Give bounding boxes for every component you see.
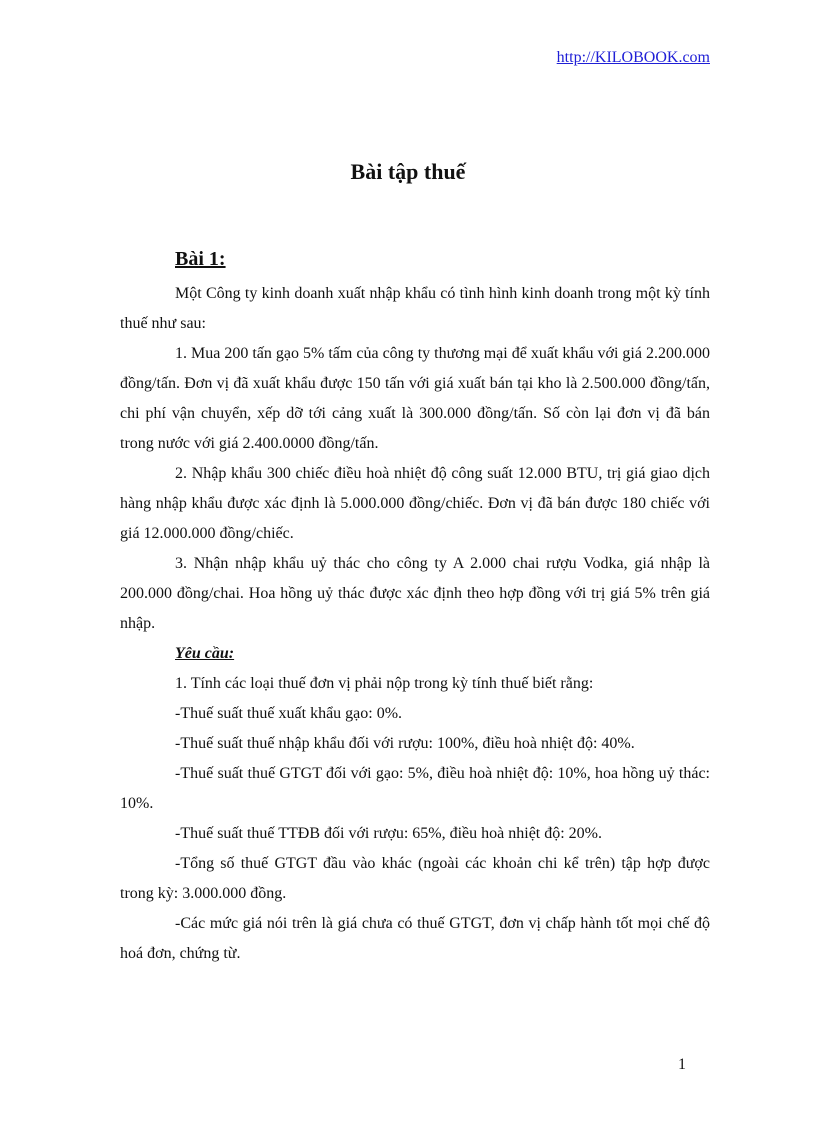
section-heading: Bài 1: xyxy=(175,248,226,270)
intro-paragraph: Một Công ty kinh doanh xuất nhập khẩu có tình hình kinh doanh trong một kỳ tính thuế như sau: xyxy=(120,285,710,332)
item-3-paragraph: 3. Nhận nhập khẩu uỷ thác cho công ty A 2.000 chai rượu Vodka, giá nhập là 200.000 đồng/chai. Hoa hồng uỷ thác được xác định theo hợp đồng với trị giá 5% trên giá nhập. xyxy=(120,555,710,632)
requirement-item: 1. Tính các loại thuế đơn vị phải nộp trong kỳ tính thuế biết rằng: xyxy=(175,675,594,692)
requirement-item: -Tổng số thuế GTGT đầu vào khác (ngoài các khoản chi kể trên) tập hợp được trong kỳ: 3.000.000 đồng. xyxy=(120,855,710,902)
page-number: 1 xyxy=(678,1056,686,1073)
requirement-item: -Các mức giá nói trên là giá chưa có thuế GTGT, đơn vị chấp hành tốt mọi chế độ hoá đơn, chứng từ. xyxy=(120,915,710,962)
item-2-paragraph: 2. Nhập khẩu 300 chiếc điều hoà nhiệt độ công suất 12.000 BTU, trị giá giao dịch hàng nhập khẩu được xác định là 5.000.000 đồng/chiếc. Đơn vị đã bán được 180 chiếc với giá 12.000.000 đồng/chiếc. xyxy=(120,465,710,542)
requirement-item: -Thuế suất thuế GTGT đối với gạo: 5%, điều hoà nhiệt độ: 10%, hoa hồng uỷ thác: 10%. xyxy=(120,765,710,812)
website-link[interactable]: http://KILOBOOK.com xyxy=(556,49,710,66)
requirement-item: -Thuế suất thuế xuất khẩu gạo: 0%. xyxy=(175,705,403,722)
document-body xyxy=(120,244,710,969)
document-title: Bài tập thuế xyxy=(350,159,466,184)
requirement-item: -Thuế suất thuế TTĐB đối với rượu: 65%, điều hoà nhiệt độ: 20%. xyxy=(175,825,603,842)
requirement-item: -Thuế suất thuế nhập khẩu đối với rượu: 100%, điều hoà nhiệt độ: 40%. xyxy=(175,735,635,752)
item-1-paragraph: 1. Mua 200 tấn gạo 5% tấm của công ty thương mại để xuất khẩu với giá 2.200.000 đồng/tấn. Đơn vị đã xuất khẩu được 150 tấn với giá xuất bán tại kho là 2.500.000 đồng/tấn, chi phí vận chuyển, xếp dỡ tới cảng xuất là 300.000 đồng/tấn. Số còn lại đơn vị đã bán trong nước với giá 2.400.0000 đồng/tấn. xyxy=(120,345,710,452)
requirements-label: Yêu cầu: xyxy=(175,645,235,662)
requirements-heading xyxy=(120,639,710,669)
